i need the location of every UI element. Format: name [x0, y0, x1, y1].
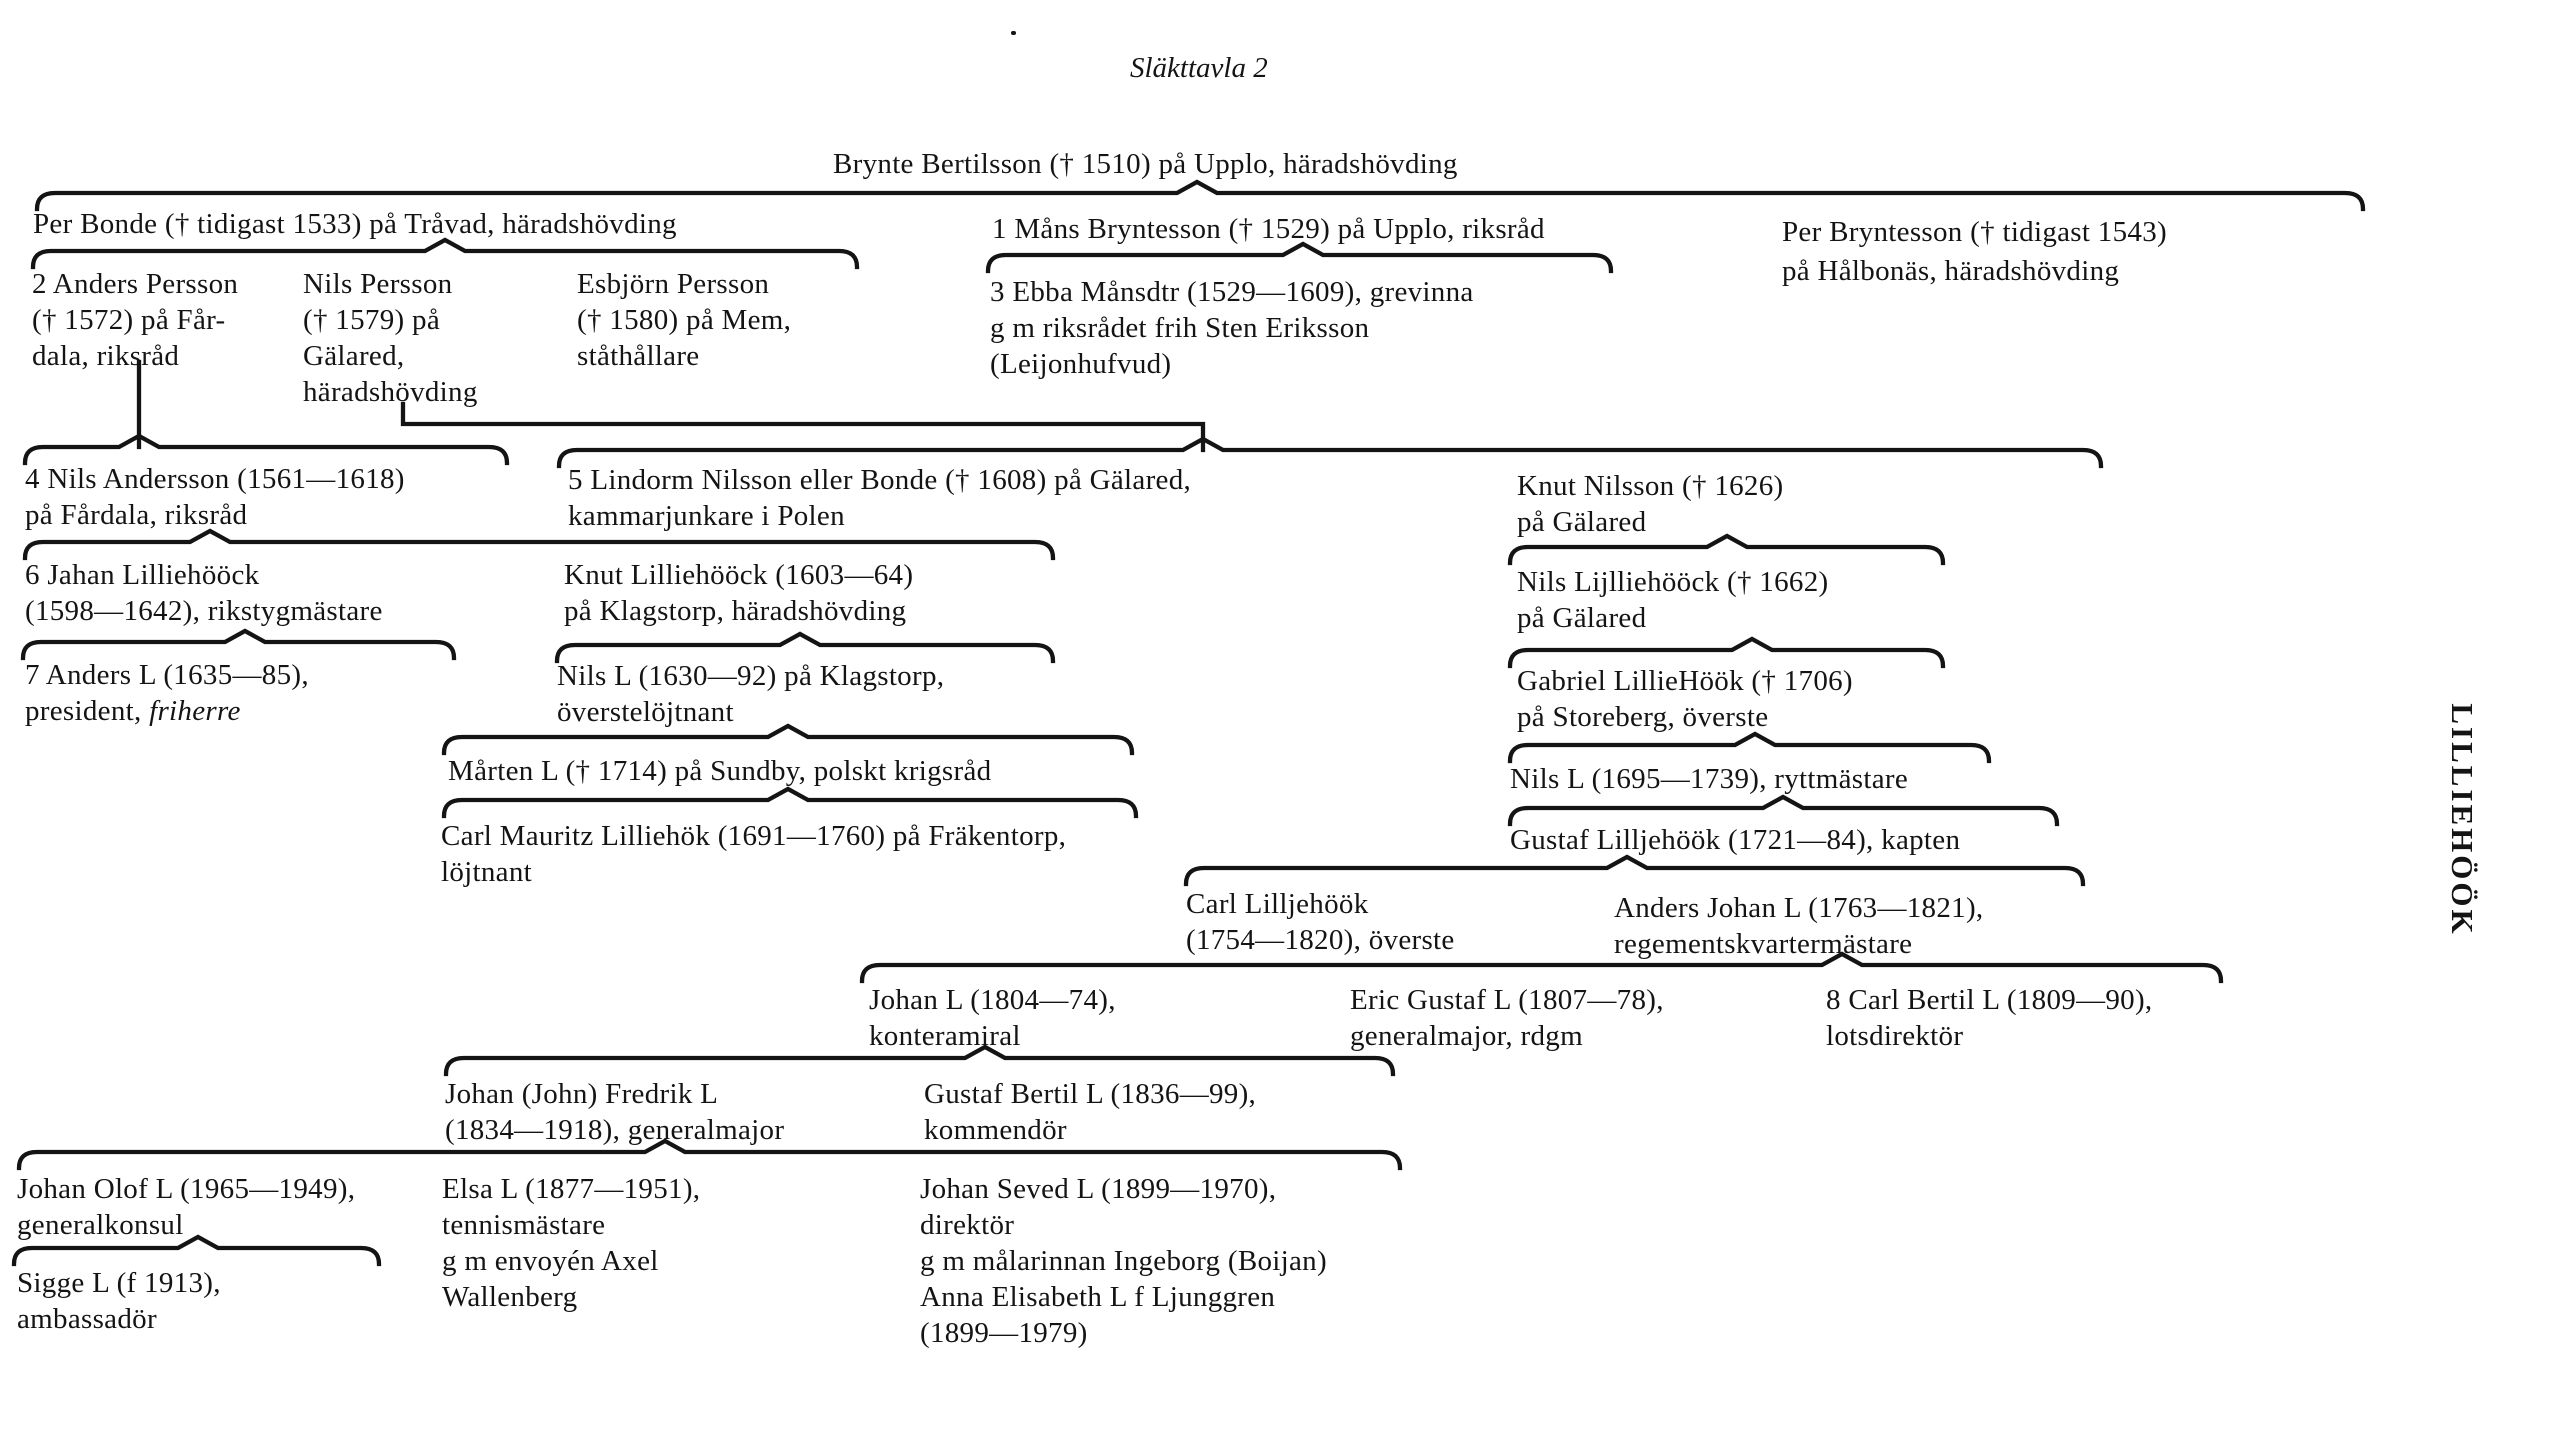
person-knut-lilliehoock [564, 557, 913, 629]
person-carl-lilljehook [1186, 886, 1455, 958]
text-line: lotsdirektör [1826, 1020, 1964, 1052]
text-line: regementskvartermästare [1614, 928, 1913, 960]
text-line: Gustaf Lilljehöök (1721—84), kapten [1510, 824, 1961, 856]
text-line: Anders Johan L (1763—1821), [1614, 892, 1984, 924]
person-esbjorn-persson [577, 266, 791, 374]
bracket-children-of-nils-l-1630 [444, 726, 1132, 753]
text-line: Wallenberg [442, 1281, 578, 1313]
text-line: löjtnant [441, 856, 532, 888]
text-line: häradshövding [303, 376, 478, 408]
text-line: Gälared, [303, 340, 405, 372]
text-line [25, 693, 309, 729]
text-line: († 1572) på Får- [32, 304, 226, 336]
bracket-children-of-per-bonde [33, 240, 857, 267]
text-line: (Leijonhufvud) [990, 348, 1172, 380]
text-line: Nils Lijlliehööck († 1662) [1517, 566, 1829, 598]
person-gustaf-lilljehook [1510, 822, 1960, 858]
text-line: Nils L (1630—92) på Klagstorp, [557, 660, 945, 692]
scan-speck [1011, 31, 1016, 35]
person-nils-andersson [25, 461, 405, 533]
bracket-children-of-nils-lijlliehoock [1510, 639, 1943, 666]
text-line: Johan (John) Fredrik L [445, 1078, 719, 1110]
person-johan-fredrik-l [445, 1076, 784, 1148]
text-segment-italic: friherre [149, 695, 241, 727]
text-line: på Storeberg, överste [1517, 701, 1769, 733]
text-line: Per Bryntesson († tidigast 1543) [1782, 216, 2167, 248]
text-line: Brynte Bertilsson († 1510) på Upplo, häradshövding [833, 148, 1458, 180]
person-per-bonde [33, 206, 677, 242]
bracket-children-of-marten [444, 789, 1136, 816]
text-line: Gustaf Bertil L (1836—99), [924, 1078, 1257, 1110]
bracket-children-of-gabriel [1510, 734, 1989, 761]
text-line: 6 Jahan Lilliehööck [25, 559, 260, 591]
text-line: kammarjunkare i Polen [568, 500, 845, 532]
bracket-children-of-jahan [23, 631, 454, 658]
text-line: på Gälared [1517, 602, 1647, 634]
text-line: 7 Anders L (1635—85), [25, 659, 309, 691]
text-line: Johan Seved L (1899—1970), [920, 1173, 1277, 1205]
connector-nils-persson-elbow [403, 404, 1203, 450]
person-nils-l-1695 [1510, 761, 1908, 797]
text-line: Johan Olof L (1965—1949), [17, 1173, 356, 1205]
bracket-children-of-mans [988, 244, 1611, 271]
text-line: († 1580) på Mem, [577, 304, 792, 336]
text-line: överstelöjtnant [557, 696, 734, 728]
person-sigge-l [17, 1265, 221, 1337]
person-ebba-mansdtr [990, 274, 1474, 382]
text-line: g m envoyén Axel [442, 1245, 659, 1277]
text-line: på Hålbonäs, häradshövding [1782, 255, 2120, 287]
text-line: Carl Mauritz Lilliehök (1691—1760) på Fräkentorp, [441, 820, 1067, 852]
text-line: 3 Ebba Månsdtr (1529—1609), grevinna [990, 276, 1474, 308]
person-johan-olof-l [17, 1171, 355, 1243]
text-line: 8 Carl Bertil L (1809—90), [1826, 984, 2153, 1016]
text-line: Knut Lilliehööck (1603—64) [564, 559, 914, 591]
person-anders-johan-l [1614, 890, 1983, 962]
text-line: direktör [920, 1209, 1015, 1241]
bracket-children-of-brynte [37, 182, 2363, 209]
text-line: Nils L (1695—1739), ryttmästare [1510, 763, 1909, 795]
text-line: generalkonsul [17, 1209, 184, 1241]
text-line: Anna Elisabeth L f Ljunggren [920, 1281, 1276, 1313]
text-line: Per Bonde († tidigast 1533) på Tråvad, häradshövding [33, 208, 677, 240]
person-eric-gustaf-l [1350, 982, 1664, 1054]
person-nils-persson [303, 266, 478, 410]
text-line: Sigge L (f 1913), [17, 1267, 221, 1299]
person-nils-l-1630 [557, 658, 944, 730]
person-brynte-bertilsson [833, 146, 1458, 182]
text-line: tennismästare [442, 1209, 606, 1241]
text-line: g m målarinnan Ingeborg (Boijan) [920, 1245, 1327, 1277]
bracket-children-of-knut-lilliehoock [557, 634, 1053, 661]
text-line: 5 Lindorm Nilsson eller Bonde († 1608) på Gälared, [568, 464, 1192, 496]
person-jahan-lilliehoock [25, 557, 383, 629]
text-line: konteramiral [869, 1020, 1021, 1052]
text-line: 4 Nils Andersson (1561—1618) [25, 463, 405, 495]
text-line: 1 Måns Bryntesson († 1529) på Upplo, riksråd [992, 213, 1545, 245]
text-line: g m riksrådet frih Sten Eriksson [990, 312, 1370, 344]
text-line: på Fårdala, riksråd [25, 499, 248, 531]
bracket-children-of-anders-johan [862, 954, 2221, 981]
person-gabriel-lilliehook [1517, 663, 1853, 735]
text-line: (1598—1642), rikstygmästare [25, 595, 383, 627]
text-line: Elsa L (1877—1951), [442, 1173, 701, 1205]
person-mans-bryntesson [992, 211, 1545, 247]
text-line: på Klagstorp, häradshövding [564, 595, 907, 627]
person-carl-mauritz-lilliehok [441, 818, 1066, 890]
text-line: Knut Nilsson († 1626) [1517, 470, 1784, 502]
text-line: Johan L (1804—74), [869, 984, 1116, 1016]
person-carl-bertil-l [1826, 982, 2152, 1054]
person-knut-nilsson [1517, 468, 1784, 540]
person-marten-l [448, 753, 991, 789]
person-anders-l [25, 657, 309, 729]
text-line: (1899—1979) [920, 1317, 1088, 1349]
text-line: dala, riksråd [32, 340, 180, 372]
person-gustaf-bertil-l [924, 1076, 1256, 1148]
person-johan-l [869, 982, 1116, 1054]
text-line: Esbjörn Persson [577, 268, 770, 300]
text-line: Mårten L († 1714) på Sundby, polskt krigsråd [448, 755, 992, 787]
text-line: ståthållare [577, 340, 700, 372]
page-title: Släkttavla 2 [1130, 52, 1268, 84]
text-line: på Gälared [1517, 506, 1647, 538]
text-line: ambassadör [17, 1303, 157, 1335]
person-per-bryntesson [1782, 213, 2167, 291]
text-line: generalmajor, rdgm [1350, 1020, 1583, 1052]
person-lindorm-nilsson [568, 462, 1191, 534]
bracket-children-of-knut-nilsson [1510, 536, 1943, 563]
person-johan-seved-l [920, 1171, 1327, 1351]
text-line: († 1579) på [303, 304, 440, 336]
bracket-children-of-anders-persson [25, 436, 507, 463]
text-segment: president, [25, 695, 150, 727]
bracket-children-of-nils-andersson [25, 531, 1053, 558]
text-line: 2 Anders Persson [32, 268, 239, 300]
family-name-side-label: LILLIEHÖÖK [2445, 703, 2480, 937]
text-line: (1834—1918), generalmajor [445, 1114, 785, 1146]
bracket-children-of-gustaf [1186, 857, 2083, 884]
text-line: Nils Persson [303, 268, 453, 300]
person-elsa-l [442, 1171, 700, 1315]
text-line: kommendör [924, 1114, 1067, 1146]
text-line: Gabriel LillieHöök († 1706) [1517, 665, 1853, 697]
person-nils-lijlliehoock [1517, 564, 1828, 636]
text-line: Eric Gustaf L (1807—78), [1350, 984, 1664, 1016]
bracket-children-of-nils-l-1695 [1510, 797, 2057, 824]
text-line: (1754—1820), överste [1186, 924, 1455, 956]
person-anders-persson [32, 266, 238, 374]
text-line: Carl Lilljehöök [1186, 888, 1369, 920]
